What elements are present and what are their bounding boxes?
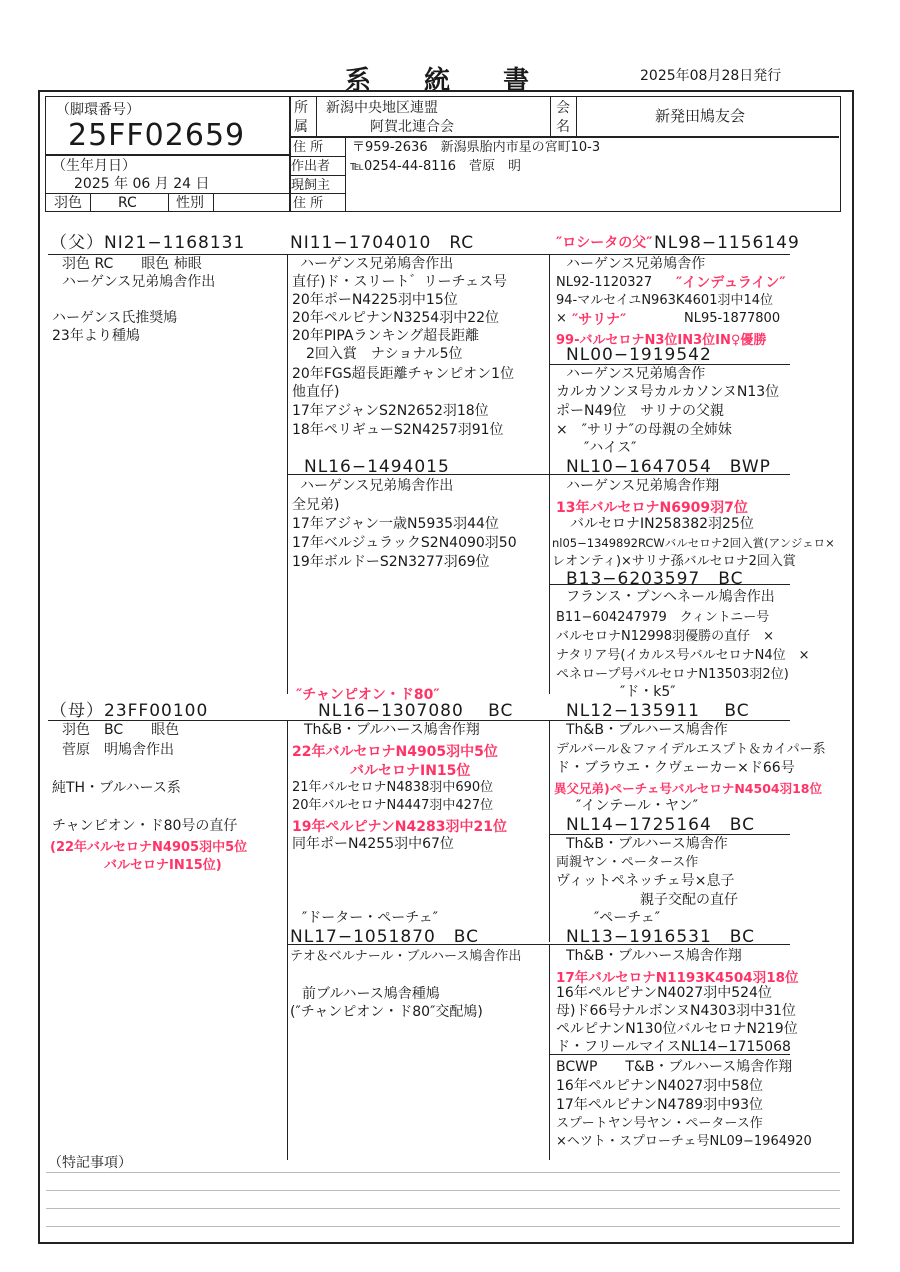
ddd-text: 16年ペルピナンN4027羽中58位 xyxy=(556,1078,764,1094)
sd-text: 全兄弟) xyxy=(292,497,340,513)
ds-text: 20年バルセロナN4447羽中427位 xyxy=(292,798,494,813)
club-label: 会 xyxy=(556,100,570,116)
sss-highlight: ″サリナ″ xyxy=(572,312,627,328)
dsd-ring: NL14−1725164 BC xyxy=(566,815,756,835)
dam-text: チャンピオン・ド80号の直仔 xyxy=(52,818,238,834)
dds-highlight: 17年バルセロナN1193K4504羽18位 xyxy=(556,970,799,986)
sss-text: NL92-1120327 xyxy=(556,275,653,290)
ss-text: 18年ペリギューS2N4257羽91位 xyxy=(292,422,504,438)
dam-text: 純TH・ブルハース系 xyxy=(52,780,181,796)
note-line xyxy=(46,1172,840,1173)
sss-ring: NL98−1156149 xyxy=(654,233,800,253)
sds-highlight: 13年バルセロナN6909羽7位 xyxy=(556,500,748,516)
header-divider xyxy=(90,193,91,211)
header-divider xyxy=(289,175,345,176)
header-divider xyxy=(289,156,345,157)
affiliation-1: 新潟中央地区連盟 xyxy=(326,100,438,116)
club-name: 新発田鳩友会 xyxy=(655,107,746,125)
ds-text: 同年ポーN4255羽中67位 xyxy=(292,836,454,852)
sd-bracket xyxy=(549,474,550,584)
sss-text: × xyxy=(556,311,567,326)
affil-label: 属 xyxy=(294,119,308,135)
ss-text: 2回入賞 ナショナル5位 xyxy=(292,346,463,362)
dam-bracket xyxy=(287,720,288,1160)
dd-text: 前ブルハース鳩舎種鳩 xyxy=(302,986,440,1002)
ssd-text: ポーN49位 サリナの父親 xyxy=(556,403,725,419)
sd-text: 17年アジャン一歳N5935羽44位 xyxy=(292,516,499,532)
sss-highlight: ″インデュライン″ xyxy=(676,275,786,291)
ssd-text: カルカソンヌ号カルカソンヌN13位 xyxy=(556,384,780,400)
ssd-ring: NL00−1919542 xyxy=(566,345,712,365)
ss-bracket xyxy=(549,364,550,474)
ss-text: 20年ペルピナンN3254羽中22位 xyxy=(292,310,500,326)
dam-text: 菅原 明鳩舎作出 xyxy=(62,742,174,758)
affil-label: 所 xyxy=(294,100,308,116)
ring-label: （脚環番号） xyxy=(56,102,140,118)
author: ℡0254-44-8116 菅原 明 xyxy=(350,159,522,174)
sdd-text: バルセロナN12998羽優勝の直仔 × xyxy=(556,629,774,644)
dss-name: ″ド・k5″ xyxy=(620,684,676,700)
sdd-text: ペネロープ号バルセロナN13503羽2位) xyxy=(556,667,789,682)
sdd-text: ナタリア号(イカルス号バルセロナN4位 × xyxy=(556,648,810,663)
sss-text: NL95-1877800 xyxy=(684,311,781,326)
ds-bracket xyxy=(549,720,550,942)
ssd-text: × ″サリナ″の母親の全姉妹 xyxy=(556,422,732,438)
sdd-ring: B13−6203597 BC xyxy=(566,569,744,589)
sire-ring: （父）NI21−1168131 xyxy=(50,233,246,253)
ddd-breeder: BCWP T&B・ブルハース鳩舎作翔 xyxy=(556,1059,793,1075)
notes-label: （特記事項） xyxy=(48,1155,132,1171)
sss-line xyxy=(550,254,790,255)
page-title: 系 統 書 xyxy=(345,66,552,96)
dd-breeder: テオ＆ベルナール・ブルハース鳩舎作出 xyxy=(290,949,522,964)
ring-number: 25FF02659 xyxy=(68,118,246,153)
ds-highlight: 22年バルセロナN4905羽中5位 xyxy=(292,744,498,760)
dds-text: 16年ペルピナンN4027羽中524位 xyxy=(556,985,772,1001)
sds-breeder: ハーゲンス兄弟鳩舎作翔 xyxy=(566,478,720,494)
ssd-breeder: ハーゲンス兄弟鳩舎作 xyxy=(566,366,706,382)
dsd-breeder: Th&B・ブルハース鳩舎作 xyxy=(566,836,728,852)
sss-highlight: 99-バルセロナN3位IN3位IN♀優勝 xyxy=(556,333,767,348)
sss-text: 94-マルセイユN963K4601羽中14位 xyxy=(556,293,774,308)
note-line xyxy=(46,1226,840,1227)
affiliation-2: 阿賀北連合会 xyxy=(370,119,454,135)
ss-ring: NI11−1704010 RC xyxy=(290,233,475,253)
dss-breeder: Th&B・ブルハース鳩舎作 xyxy=(566,722,728,738)
sds-ring: NL10−1647054 BWP xyxy=(566,457,771,477)
dss-highlight: 異父兄弟)ペーチェ号バルセロナN4504羽18位 xyxy=(554,781,822,796)
dsd-text: ヴィットペネッチェ号×息子 xyxy=(556,873,735,889)
sds-text: バルセロナIN258382羽25位 xyxy=(556,516,754,532)
sss-name: ″ロシータの父″ xyxy=(556,235,653,251)
owner-address-label: 住 所 xyxy=(293,196,324,211)
sd-text: 17年ベルジュラックS2N4090羽50 xyxy=(292,535,517,551)
sire-color: 羽色 RC 眼色 柿眼 xyxy=(62,256,202,272)
issue-date: 2025年08月28日発行 xyxy=(640,68,782,84)
club-label: 名 xyxy=(556,119,570,135)
dsd-text: 親子交配の直仔 xyxy=(556,892,738,908)
ds-breeder: Th&B・ブルハース鳩舎作翔 xyxy=(304,722,480,738)
header-divider xyxy=(213,193,214,211)
owner-label: 現飼主 xyxy=(291,178,331,193)
header-divider xyxy=(550,96,551,136)
sd-text: 19年ボルドーS2N3277羽69位 xyxy=(292,554,490,570)
dds-text: ド・フリールマイスNL14−1715068 xyxy=(556,1039,791,1055)
sire-line xyxy=(48,254,288,255)
sire-line-text: ハーゲンス氏推奨鳩 xyxy=(52,310,178,326)
header-divider xyxy=(45,154,289,156)
ss-line xyxy=(288,254,550,255)
dss-text: ″インテール・ヤン″ xyxy=(576,798,699,814)
dd-name: ″ドーター・ペーチェ″ xyxy=(302,910,439,926)
ss-text: 直仔)ド・スリート゛リーチェス号 xyxy=(292,274,508,290)
ss-bracket xyxy=(549,254,550,364)
dam-color: 羽色 BC 眼色 xyxy=(62,722,180,738)
dss-text: デルバール＆ファイデルエスプト＆カイパー系 xyxy=(556,742,826,757)
ds-text: 21年バルセロナN4838羽中690位 xyxy=(292,780,494,795)
dsd-text: 両親ヤン・ペータース作 xyxy=(556,855,699,870)
ss-text: 20年FGS超長距離チャンピオン1位 xyxy=(292,366,515,382)
ssd-text: ″ハイス″ xyxy=(556,440,637,456)
sd-ring: NL16−1494015 xyxy=(304,457,450,477)
ss-text: 20年PIPAランキング超長距離 xyxy=(292,328,480,344)
sss-breeder: ハーゲンス兄弟鳩舎作 xyxy=(566,256,706,272)
author-label: 作出者 xyxy=(291,159,331,174)
ddd-text: 17年ペルピナンN4789羽中93位 xyxy=(556,1097,764,1113)
ds-name: ″チャンピオン・ド80″ xyxy=(296,687,440,703)
sdd-breeder: フランス・ブンヘネール鳩舎作出 xyxy=(566,589,775,605)
header-divider xyxy=(316,96,317,136)
address-label: 住 所 xyxy=(293,140,324,155)
birth-label: （生年月日） xyxy=(52,158,136,174)
note-line xyxy=(46,1190,840,1191)
dds-text: ペルピナンN130位バルセロナN219位 xyxy=(556,1021,798,1037)
header-divider xyxy=(168,193,169,211)
ds-highlight: バルセロナIN15位 xyxy=(350,763,471,779)
ss-text: 他直仔) xyxy=(292,384,340,400)
sd-bracket xyxy=(549,584,550,694)
sire-line-text: ハーゲンス兄弟鳩舎作出 xyxy=(62,274,216,290)
dd-bracket xyxy=(549,1054,550,1160)
sd-breeder: ハーゲンス兄弟鳩舎作出 xyxy=(300,478,454,494)
ss-text: 20年ポーN4225羽中15位 xyxy=(292,292,458,308)
dam-highlight: (22年バルセロナN4905羽中5位 xyxy=(50,840,248,855)
ss-text: 17年アジャンS2N2652羽18位 xyxy=(292,403,489,419)
dds-breeder: Th&B・ブルハース鳩舎作翔 xyxy=(566,948,742,964)
dd-ring: NL17−1051870 BC xyxy=(290,927,480,947)
ds-highlight: 19年ペルピナンN4283羽中21位 xyxy=(292,819,507,835)
ds-ring: NL16−1307080 BC xyxy=(318,701,514,721)
ddd-text: ×ヘツト・スプローチェ号NL09−1964920 xyxy=(556,1134,812,1149)
sex-label: 性別 xyxy=(176,195,204,211)
ddd-text: スプートヤン号ヤン・ペータース作 xyxy=(556,1116,763,1131)
color-value: RC xyxy=(118,195,137,211)
sds-text: レオンティ)×サリナ孫バルセロナ2回入賞 xyxy=(552,554,796,569)
address: 〒959-2636 新潟県胎内市星の宮町10-3 xyxy=(352,140,601,155)
dsd-text: ″ペーチェ″ xyxy=(566,910,661,926)
header-divider xyxy=(289,136,839,138)
birth-date: 2025 年 06 月 24 日 xyxy=(74,176,210,192)
header-divider xyxy=(345,136,346,211)
dam-ring: （母）23FF00100 xyxy=(50,701,209,721)
note-line xyxy=(46,1208,840,1209)
header-divider xyxy=(576,96,577,136)
color-label: 羽色 xyxy=(54,195,82,211)
dd-text: (″チャンピオン・ド80″交配鳩) xyxy=(290,1004,483,1020)
sdd-text: B11−604247979 クィントニー号 xyxy=(556,610,770,625)
ss-breeder: ハーゲンス兄弟鳩舎作出 xyxy=(300,256,454,272)
sire-line-text: 23年より種鳩 xyxy=(52,328,140,344)
sds-text: nl05−1349892RCWバルセロナ2回入賞(アンジェロ× xyxy=(552,536,835,550)
dds-text: 母)ド66号ナルボンヌN4303羽中31位 xyxy=(556,1003,796,1019)
dss-text: ド・ブラウエ・クヴェーカー×ド66号 xyxy=(556,760,795,776)
dds-ring: NL13−1916531 BC xyxy=(566,927,756,947)
dam-highlight: バルセロナIN15位) xyxy=(104,858,222,873)
dd-bracket xyxy=(549,944,550,1054)
dss-ring: NL12−135911 BC xyxy=(566,701,750,721)
